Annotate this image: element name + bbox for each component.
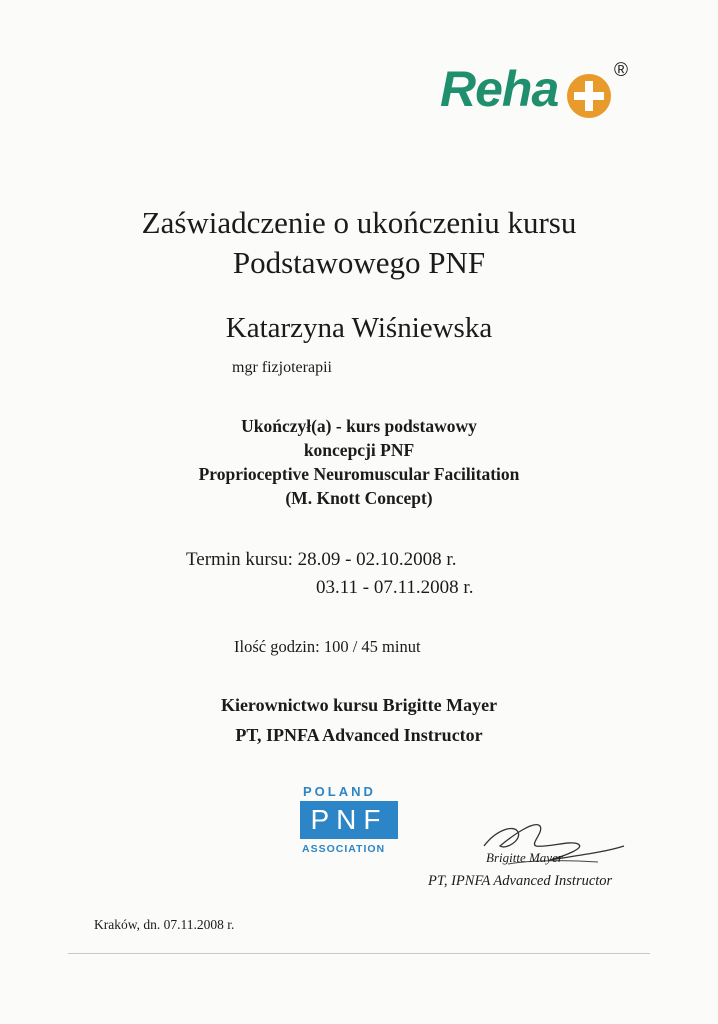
footer-divider xyxy=(68,953,650,954)
course-director-line2: PT, IPNFA Advanced Instructor xyxy=(235,725,483,745)
place-and-date: Kraków, dn. 07.11.2008 r. xyxy=(94,917,235,932)
reha-logo-text: Reha xyxy=(440,61,559,117)
signature-title: PT, IPNFA Advanced Instructor xyxy=(428,873,613,889)
certificate-title-line1: Zaświadczenie o ukończeniu kursu xyxy=(141,205,577,240)
recipient-name: Katarzyna Wiśniewska xyxy=(225,312,493,344)
course-description xyxy=(0,414,718,510)
reha-logo xyxy=(436,60,642,124)
plus-circle-icon xyxy=(566,73,612,119)
course-hours: Ilość godzin: 100 / 45 minut xyxy=(234,637,421,656)
course-line-1: Ukończył(a) - kurs podstawowy xyxy=(241,416,477,436)
signature xyxy=(478,816,630,874)
pnf-logo-box: PNF xyxy=(300,801,398,839)
course-line-3: Proprioceptive Neuromuscular Facilitation xyxy=(198,464,520,484)
course-line-4: (M. Knott Concept) xyxy=(285,488,433,508)
course-director-line1: Kierownictwo kursu Brigitte Mayer xyxy=(220,695,498,715)
pnf-association-logo xyxy=(300,784,400,858)
certificate-title-line2: Podstawowego PNF xyxy=(232,245,486,280)
pnf-logo-top: POLAND xyxy=(303,784,376,799)
pnf-logo-bottom: ASSOCIATION xyxy=(302,843,386,855)
course-director xyxy=(0,690,718,750)
recipient-degree: mgr fizjoterapii xyxy=(232,359,332,376)
signature-name: Brigitte Mayer xyxy=(486,850,563,865)
course-term-line2: 03.11 - 07.11.2008 r. xyxy=(316,577,474,598)
registered-mark: ® xyxy=(614,60,628,81)
course-line-2: koncepcji PNF xyxy=(303,440,415,460)
course-term: Termin kursu: 28.09 - 02.10.2008 r. xyxy=(186,549,457,570)
certificate-title xyxy=(0,203,718,283)
